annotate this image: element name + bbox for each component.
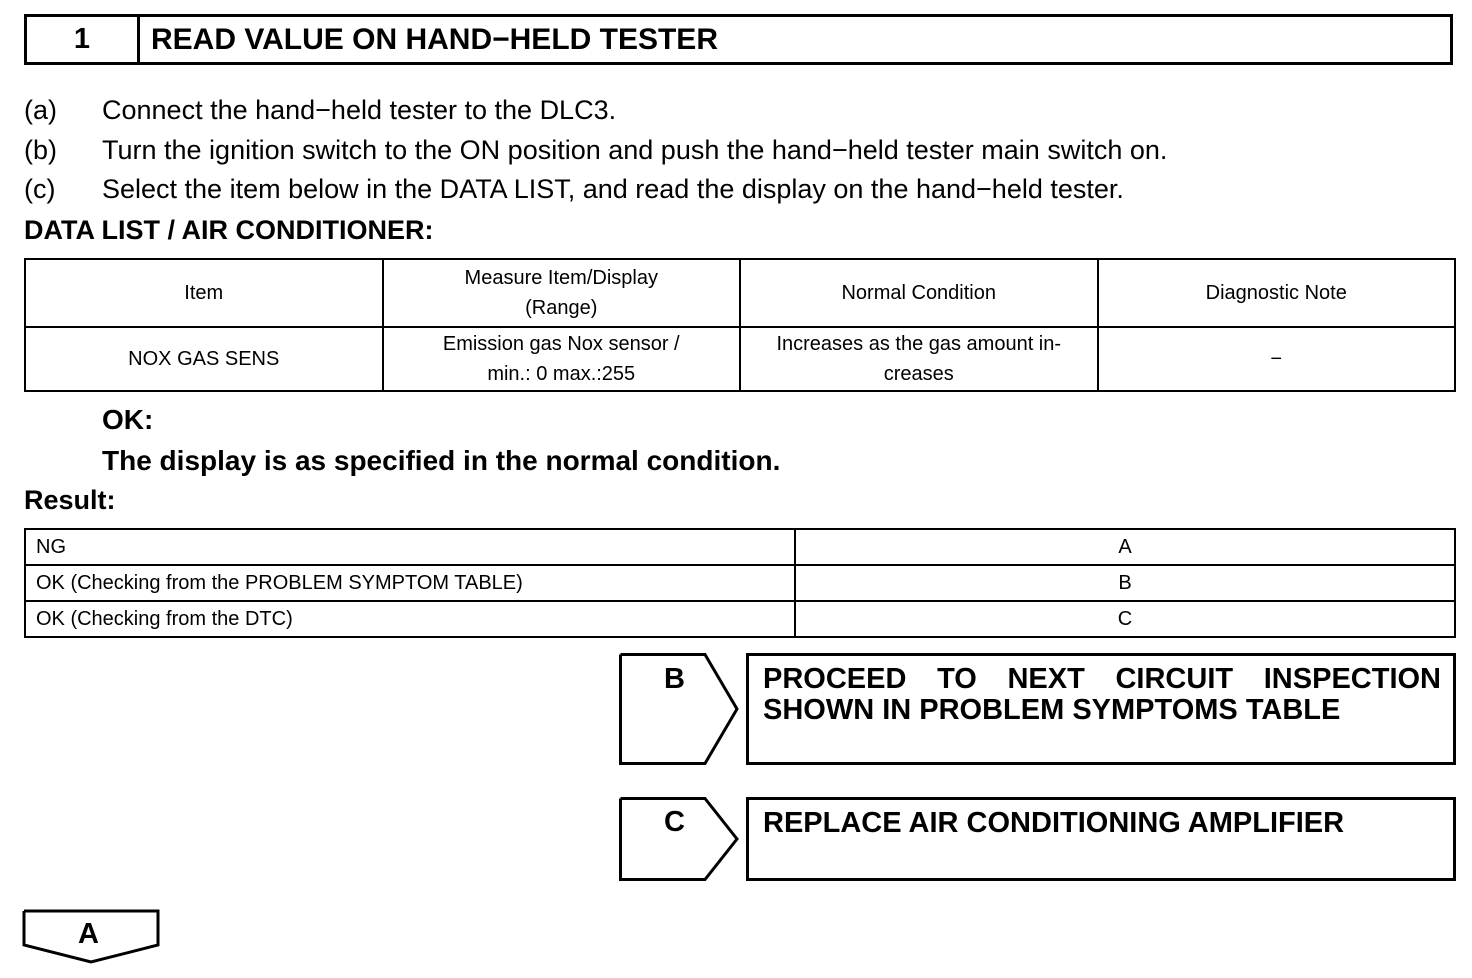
branch-b-line1: PROCEED TO NEXT CIRCUIT INSPECTION — [763, 663, 1441, 695]
header-normal-condition: Normal Condition — [740, 259, 1098, 327]
result-heading: Result: — [24, 485, 116, 515]
branch-b-letter: B — [664, 663, 685, 695]
data-list-heading: DATA LIST / AIR CONDITIONER: — [24, 215, 434, 245]
table-row — [25, 565, 1455, 601]
result-code: A — [795, 529, 1455, 565]
cell-normal-condition — [740, 327, 1098, 391]
result-condition: NG — [25, 529, 795, 565]
table-row — [25, 327, 1455, 391]
result-condition: OK (Checking from the PROBLEM SYMPTOM TABLE) — [25, 565, 795, 601]
instruction-label: (c) — [24, 174, 56, 204]
cell-diagnostic-note: − — [1098, 327, 1456, 391]
instruction-text: Connect the hand−held tester to the DLC3. — [102, 95, 617, 125]
branch-b-action — [746, 653, 1456, 765]
result-table — [24, 528, 1456, 638]
instruction-b — [24, 135, 1167, 166]
table-row — [25, 529, 1455, 565]
header-measure-line1: Measure Item/Display — [464, 267, 658, 289]
step-number: 1 — [27, 17, 140, 62]
branch-b-line2: SHOWN IN PROBLEM SYMPTOMS TABLE — [763, 694, 1341, 726]
cell-measure-line2: min.: 0 max.:255 — [487, 363, 636, 385]
cell-normal-line2: creases — [883, 363, 954, 385]
branch-a-arrow — [22, 909, 162, 965]
branch-c-letter: C — [664, 806, 685, 838]
branch-c-action-text: REPLACE AIR CONDITIONING AMPLIFIER — [763, 807, 1345, 839]
branch-c-arrow — [619, 797, 741, 880]
header-measure — [383, 259, 741, 327]
table-header-row — [25, 259, 1455, 327]
ok-spec-text: The display is as specified in the normal condition. — [102, 445, 781, 476]
instruction-label: (a) — [24, 95, 57, 125]
result-condition: OK (Checking from the DTC) — [25, 601, 795, 637]
data-list-table — [24, 258, 1456, 392]
cell-normal-line1: Increases as the gas amount in- — [776, 333, 1062, 355]
table-row — [25, 601, 1455, 637]
instruction-a — [24, 95, 616, 126]
result-code: B — [795, 565, 1455, 601]
instruction-c — [24, 174, 1124, 205]
cell-measure-line1: Emission gas Nox sensor / — [442, 333, 680, 355]
step-header — [24, 14, 1453, 65]
header-item: Item — [25, 259, 383, 327]
branch-a-letter: A — [78, 918, 99, 950]
cell-item: NOX GAS SENS — [25, 327, 383, 391]
branch-b-action-text — [763, 664, 1441, 726]
cell-measure — [383, 327, 741, 391]
header-measure-line2: (Range) — [525, 297, 598, 319]
instruction-text: Select the item below in the DATA LIST, and read the display on the hand−held tester. — [102, 174, 1124, 204]
ok-label: OK: — [102, 404, 154, 435]
instruction-text: Turn the ignition switch to the ON position and push the hand−held tester main switch on. — [102, 135, 1168, 165]
result-code: C — [795, 601, 1455, 637]
branch-c-action — [746, 797, 1456, 881]
instruction-label: (b) — [24, 135, 57, 165]
branch-b-arrow — [619, 653, 741, 765]
header-diagnostic-note: Diagnostic Note — [1098, 259, 1456, 327]
step-title: READ VALUE ON HAND−HELD TESTER — [151, 22, 718, 56]
